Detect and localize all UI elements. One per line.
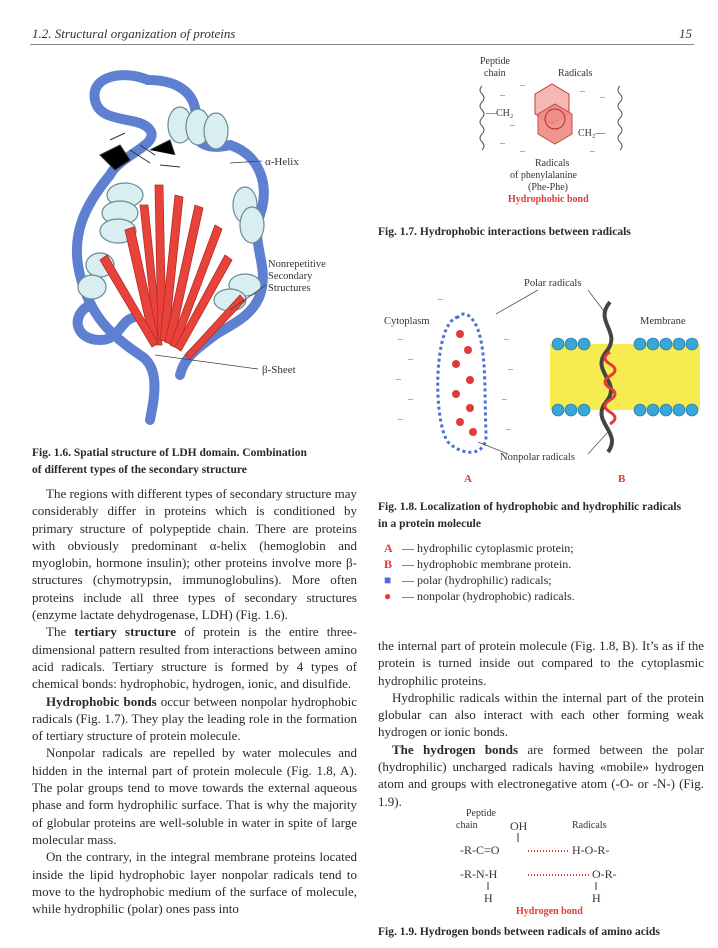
svg-text:–: – — [500, 138, 505, 149]
h-label: H — [484, 891, 493, 905]
legend-item: ● — nonpolar (hydrophobic) radicals. — [384, 589, 575, 603]
fig-1-6-caption: Fig. 1.6. Spatial structure of LDH domain. Combination of different types of the secondary structure — [32, 447, 307, 476]
ch2-right: CH₂— — [578, 128, 606, 139]
fig-1-8-legend — [384, 540, 704, 604]
radicals-caption: (Phe-Phe) — [528, 182, 568, 193]
peptide-label: Peptide — [466, 808, 496, 819]
running-title: 1.2. Structural organization of proteins — [32, 26, 236, 41]
svg-text:–: – — [502, 394, 507, 405]
cytoplasm-label: Cytoplasm — [384, 316, 430, 327]
svg-text:–: – — [600, 92, 605, 103]
fig-1-8-caption: Fig. 1.8. Localization of hydrophobic and hydrophilic radicals in a protein molecule — [378, 501, 682, 530]
radicals-caption: Radicals — [535, 158, 570, 169]
legend-item: B — hydrophobic membrane protein. — [384, 557, 572, 571]
fig-1-6-ldh-structure — [30, 55, 360, 440]
svg-text:–: – — [500, 90, 505, 101]
radicals-label: Radicals — [572, 820, 607, 831]
svg-text:–: – — [396, 374, 401, 385]
hydrogen-bond-label: Hydrogen bond — [516, 906, 583, 917]
fig-1-9-caption: Fig. 1.9. Hydrogen bonds between radicals of amino acids — [378, 926, 660, 938]
header-rule — [30, 44, 694, 45]
paragraph: Nonpolar radicals are repelled by water molecules and hidden in the internal part of protein molecule (Fig. 1.8, A). The polar groups tend to move towards the external aqueous phase and form hydrophilic surface. That is why the majority of globular proteins are well-soluble in water in spite of large molecular mass. — [32, 745, 357, 847]
svg-text:–: – — [398, 414, 403, 425]
helix-segment — [204, 113, 228, 149]
svg-text:–: – — [398, 334, 403, 345]
radicals-label: Radicals — [558, 68, 593, 79]
svg-text:–: – — [510, 120, 515, 131]
svg-text:–: – — [508, 364, 513, 375]
left-column-text — [32, 485, 357, 917]
svg-text:–: – — [408, 354, 413, 365]
ch2-left: —CH₂ — [486, 108, 514, 119]
paragraph: Hydrophobic bonds occur between nonpolar hydrophobic radicals (Fig. 1.7). They play the leading role in the formation of tertiary structure of protein molecule. — [32, 693, 358, 744]
alpha-helix-label: α-Helix — [265, 156, 299, 168]
fig-1-8-localization — [378, 272, 704, 490]
label-b: B — [618, 473, 626, 485]
peptide-label: Peptide — [480, 56, 510, 67]
paragraph: On the contrary, in the integral membrane proteins located inside the lipid hydrophobic layer nonpolar radicals tend to move to the hydrophobic medium of the surface of molecule, while hydrophilic (polar) ones pass into — [32, 849, 357, 917]
svg-text:–: – — [590, 146, 595, 157]
fig-1-7-hydrophobic — [460, 54, 650, 214]
paragraph: Hydrophilic radicals within the internal part of the protein globular can also interact with each other forming weak hydrogen or ionic bonds. — [378, 689, 704, 740]
svg-text:–: – — [520, 80, 525, 91]
legend-item: ■ — polar (hydrophilic) radicals; — [384, 573, 552, 587]
svg-text:–: – — [408, 394, 413, 405]
membrane-label: Membrane — [640, 316, 686, 327]
bond-row-2-right: O-R- — [592, 867, 617, 881]
svg-text:–: – — [438, 294, 443, 305]
svg-text:–: – — [580, 86, 585, 97]
bond-row-2-left: -R-N-H — [460, 867, 498, 881]
beta-sheet-label: β-Sheet — [262, 364, 296, 376]
peptide-label: chain — [484, 68, 506, 79]
hydrophobic-bond-label: Hydrophobic bond — [508, 194, 589, 205]
page-number: 15 — [679, 26, 692, 41]
svg-text:–: – — [506, 424, 511, 435]
oh-label: OH — [510, 819, 528, 833]
right-column-text — [378, 637, 704, 810]
polar-radicals-label: Polar radicals — [524, 278, 582, 289]
peptide-label: chain — [456, 820, 478, 831]
svg-text:–: – — [520, 146, 525, 157]
paragraph: The hydrogen bonds are formed between the polar (hydrophilic) uncharged radicals having «mobile» hydrogen atom and groups with electronegative atom (-O- or -N-) (Fig. 1.9). — [378, 741, 704, 809]
legend-item: A — hydrophilic cytoplasmic protein; — [384, 541, 574, 555]
bond-row-1-left: -R-C=O — [460, 843, 500, 857]
fig-1-7-caption: Fig. 1.7. Hydrophobic interactions between radicals — [378, 226, 631, 238]
fig-1-9-hydrogen-bonds — [452, 806, 652, 916]
svg-text:–: – — [504, 334, 509, 345]
nonrepetitive-label: Nonrepetitive — [268, 259, 326, 270]
nonpolar-radicals-label: Nonpolar radicals — [500, 452, 575, 463]
h-label: H — [592, 891, 601, 905]
helix-segment — [240, 207, 264, 243]
helix-segment — [78, 275, 106, 299]
paragraph: The tertiary structure of protein is the entire three-dimensional pattern resulted from interactions between amino acid radicals. Tertiary structure is formed by 4 types of chemical bonds: hydrophobic, hydrogen, ionic, and disulfide. — [32, 624, 357, 692]
nonrepetitive-label: Secondary — [268, 271, 313, 282]
label-a: A — [464, 473, 472, 485]
paragraph: the internal part of protein molecule (Fig. 1.8, B). It’s as if the protein is turned inside out compared to the cytoplasmic hydrophilic proteins. — [378, 638, 704, 688]
bond-row-1-right: H-O-R- — [572, 843, 610, 857]
paragraph: The regions with different types of secondary structure may considerably differ in proteins which is conditioned by primary structure of polypeptide chain. There are proteins with obviously predominant α-helix (hemoglobin and myoglobin, hormone insulin); other proteins involve more β-structures (chymotrypsin, immunoglobulins). More often proteins include all three types of secondary structures (enzyme lactate dehydrogenase, LDH) (Fig. 1.6). — [32, 486, 357, 623]
nonrepetitive-label: Structures — [268, 283, 311, 294]
radicals-caption: of phenylalanine — [510, 170, 577, 181]
